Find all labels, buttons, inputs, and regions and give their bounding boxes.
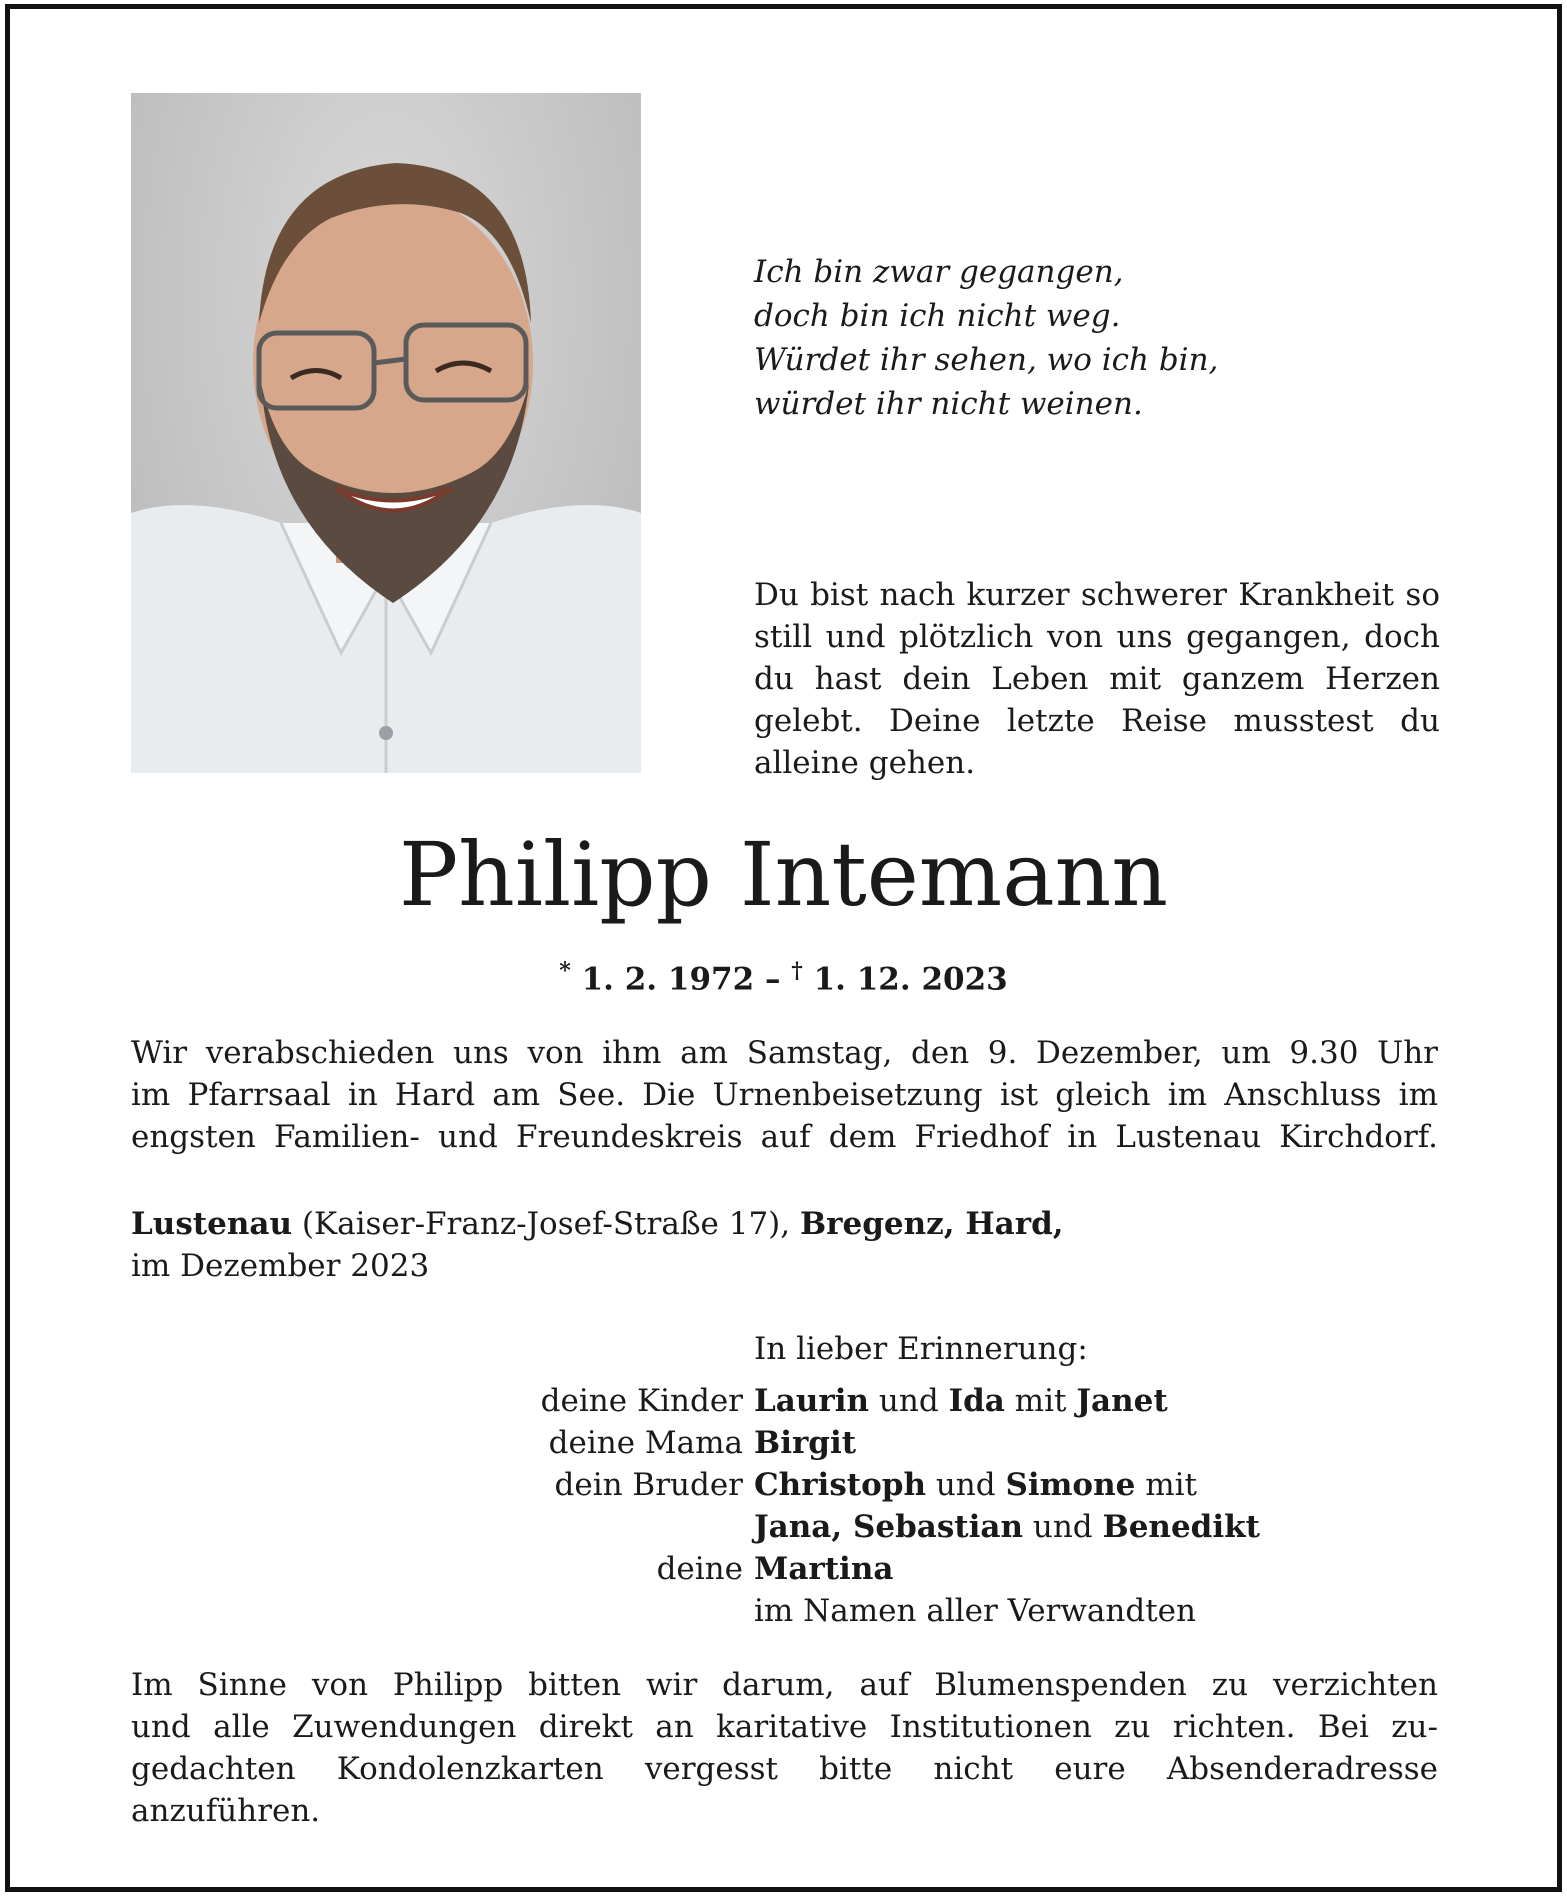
place-others: Bregenz, Hard, — [799, 1206, 1064, 1242]
life-dates — [0, 958, 1567, 997]
family-row — [131, 1380, 1438, 1422]
service-line: engsten Familien- und Freundeskreis auf dem Friedhof in Lustenau Kirchdorf. — [131, 1119, 1438, 1155]
memory-heading: In lieber Erinnerung: — [754, 1331, 1088, 1367]
family-relation-empty — [131, 1590, 754, 1632]
birth-date: 1. 2. 1972 — [581, 961, 755, 998]
family-name: Simone — [1005, 1467, 1136, 1503]
place-line — [131, 1203, 1064, 1245]
family-row — [131, 1464, 1438, 1506]
poem-quote — [754, 250, 1218, 426]
service-line: im Pfarrsaal in Hard am See. Die Urnenbeisetzung ist gleich im Anschluss im — [131, 1077, 1438, 1113]
portrait-icon — [131, 93, 641, 773]
poem-line: doch bin ich nicht weg. — [754, 298, 1121, 334]
family-row — [131, 1548, 1438, 1590]
family-verwandte: im Namen aller Verwandten — [754, 1593, 1196, 1629]
place-town: Lustenau — [131, 1206, 292, 1242]
conjunction: und — [869, 1383, 949, 1419]
family-name: Benedikt — [1102, 1509, 1260, 1545]
family-name: Christoph — [754, 1467, 926, 1503]
family-name: Janet — [1076, 1383, 1168, 1419]
family-names — [754, 1422, 1438, 1464]
family-names — [754, 1548, 1438, 1590]
closing-line: und alle Zuwendungen direkt an karitative Institutionen zu richten. Bei zu- — [131, 1709, 1438, 1745]
family-relation-empty — [131, 1506, 754, 1548]
poem-line: Würdet ihr sehen, wo ich bin, — [754, 342, 1219, 378]
death-date: 1. 12. 2023 — [813, 961, 1008, 998]
death-symbol: † — [791, 958, 803, 984]
family-name: Jana, Sebastian — [754, 1509, 1024, 1545]
closing-request — [131, 1664, 1438, 1832]
family-names — [754, 1506, 1438, 1548]
family-name: Laurin — [754, 1383, 870, 1419]
family-list — [131, 1380, 1438, 1632]
service-announcement — [131, 1032, 1438, 1158]
family-name: Martina — [754, 1551, 894, 1587]
conjunction: mit — [1004, 1383, 1077, 1419]
date-separator: – — [754, 961, 792, 998]
closing-line: Im Sinne von Philipp bitten wir darum, auf Blumenspenden zu verzichten — [131, 1667, 1438, 1703]
poem-line: würdet ihr nicht weinen. — [754, 386, 1143, 422]
family-name: Birgit — [754, 1425, 857, 1461]
family-row — [131, 1506, 1438, 1548]
place-and-date — [131, 1203, 1064, 1287]
place-date: im Dezember 2023 — [131, 1248, 430, 1284]
conjunction: mit — [1135, 1467, 1197, 1503]
closing-line: anzuführen. — [131, 1793, 321, 1829]
family-names — [754, 1380, 1438, 1422]
family-row — [131, 1422, 1438, 1464]
intro-text: Du bist nach kurzer schwerer Krankheit so still und plötzlich von uns gegangen, doch du hast dein Leben mit ganzem Herzen gelebt. Deine letzte Reise musstest du alleine gehen. — [754, 577, 1440, 781]
service-line: Wir verabschieden uns von ihm am Samstag, den 9. Dezember, um 9.30 Uhr — [131, 1035, 1438, 1071]
family-relation: deine — [656, 1551, 743, 1587]
closing-line: gedachten Kondolenzkarten vergesst bitte nicht eure Absenderadresse — [131, 1751, 1438, 1787]
family-relation: deine Mama — [548, 1425, 743, 1461]
portrait-photo — [131, 93, 641, 773]
family-names — [754, 1464, 1438, 1506]
conjunction: und — [1023, 1509, 1103, 1545]
deceased-name: Philipp Intemann — [398, 823, 1169, 926]
conjunction: und — [925, 1467, 1006, 1503]
place-address: (Kaiser-Franz-Josef-Straße 17), — [292, 1206, 800, 1242]
family-row — [131, 1590, 1438, 1632]
family-relation: deine Kinder — [540, 1383, 743, 1419]
birth-symbol: * — [559, 958, 571, 984]
poem-line: Ich bin zwar gegangen, — [754, 254, 1124, 290]
family-name: Ida — [948, 1383, 1005, 1419]
family-relation: dein Bruder — [554, 1467, 743, 1503]
